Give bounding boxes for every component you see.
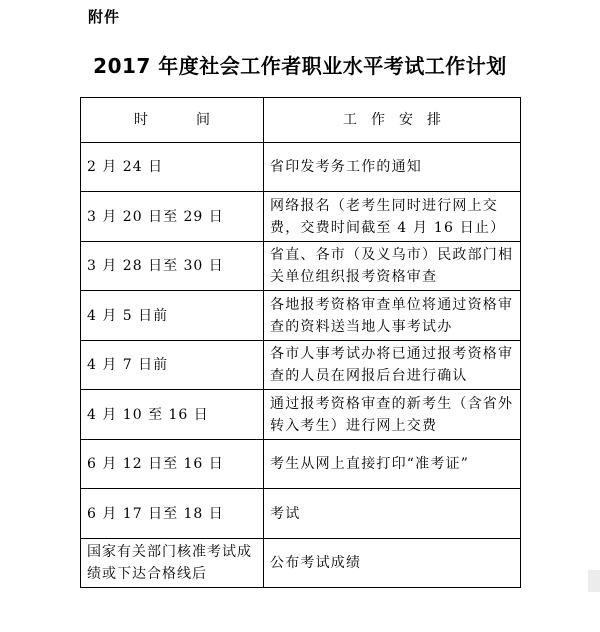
task-cell: 省印发考务工作的通知: [264, 143, 521, 192]
time-cell: 4 月 10 至 16 日: [81, 390, 264, 440]
time-cell: 3 月 28 日至 30 日: [81, 242, 264, 291]
table-header-row: [81, 98, 521, 143]
document-title: 2017 年度社会工作者职业水平考试工作计划: [93, 54, 507, 78]
task-cell: 通过报考资格审查的新考生（含省外转入考生）进行网上交费: [264, 390, 521, 440]
table-row: [81, 440, 521, 489]
task-cell: 省直、各市（及义乌市）民政部门相关单位组织报考资格审查: [264, 242, 521, 291]
task-cell: 考试: [264, 489, 521, 539]
task-cell: 公布考试成绩: [264, 539, 521, 588]
attachment-label: 附件: [88, 8, 121, 26]
time-cell: 6 月 17 日至 18 日: [81, 489, 264, 539]
time-cell: 4 月 7 日前: [81, 341, 264, 390]
task-cell: 考生从网上直接打印“准考证”: [264, 440, 521, 489]
time-cell: 4 月 5 日前: [81, 291, 264, 341]
table-row: [81, 539, 521, 588]
time-cell: 国家有关部门核准考试成绩或下达合格线后: [81, 539, 264, 588]
schedule-table: [80, 97, 521, 588]
time-cell: 3 月 20 日至 29 日: [81, 192, 264, 242]
task-cell: 各市人事考试办将已通过报考资格审查的人员在网报后台进行确认: [264, 341, 521, 390]
table-row: [81, 341, 521, 390]
table-row: [81, 489, 521, 539]
time-cell: 2 月 24 日: [81, 143, 264, 192]
task-cell: 各地报考资格审查单位将通过资格审查的资料送当地人事考试办: [264, 291, 521, 341]
table-row: [81, 390, 521, 440]
table-row: [81, 242, 521, 291]
task-column-header: 工作安排: [264, 98, 521, 143]
time-cell: 6 月 12 日至 16 日: [81, 440, 264, 489]
time-column-header: 时间: [81, 98, 264, 143]
page-edge-mark: [588, 570, 600, 592]
table-row: [81, 143, 521, 192]
table-row: [81, 192, 521, 242]
task-cell: 网络报名（老考生同时进行网上交费，交费时间截至 4 月 16 日止）: [264, 192, 521, 242]
table-row: [81, 291, 521, 341]
